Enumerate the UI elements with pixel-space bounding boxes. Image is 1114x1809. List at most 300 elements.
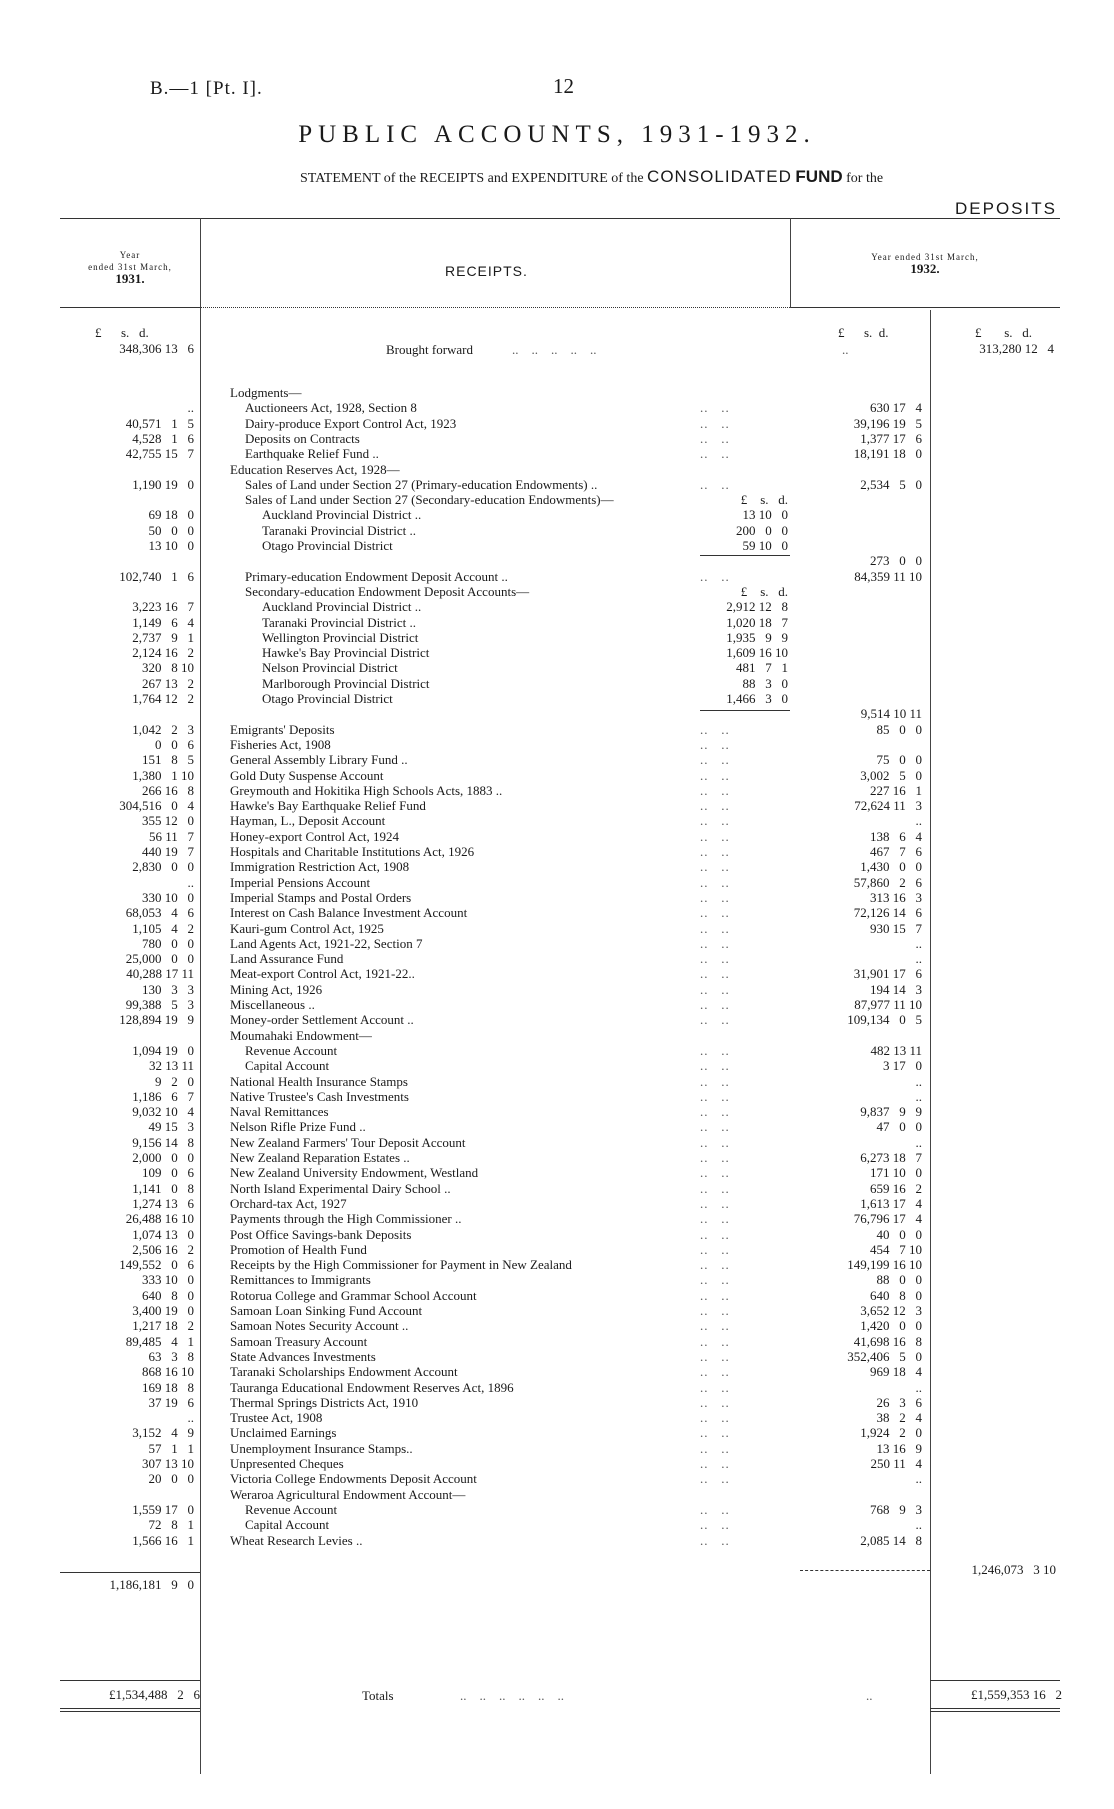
table-row xyxy=(0,645,1114,660)
table-row xyxy=(0,1517,1114,1532)
leader-dots: .. .. xyxy=(700,874,730,890)
receipt-label: Trustee Act, 1908 xyxy=(230,1410,323,1426)
curr-year-amount: 313 16 3 xyxy=(870,889,922,905)
receipt-label: Wheat Research Levies .. xyxy=(230,1532,363,1548)
curr-year-amount: .. xyxy=(915,935,922,951)
table-row xyxy=(0,1058,1114,1073)
totals-top-rule-right xyxy=(930,1680,1060,1681)
prev-year-amount: 151 8 5 xyxy=(142,752,194,768)
curr-year-amount: .. xyxy=(915,813,922,829)
leader-dots: .. .. xyxy=(700,1425,730,1441)
prev-year-amount: 1,764 12 2 xyxy=(132,691,194,706)
prev-year-amount: 1,149 6 4 xyxy=(132,614,194,630)
leader-dots: .. .. xyxy=(700,1333,730,1349)
receipt-label: Sales of Land under Section 27 (Primary-education Endowments) .. xyxy=(245,476,598,492)
curr-year-amount: 227 16 1 xyxy=(870,782,922,798)
receipt-label: Auckland Provincial District .. xyxy=(262,507,422,523)
table-row xyxy=(0,722,1114,737)
prev-year-amount: 149,552 0 6 xyxy=(119,1257,194,1273)
receipt-label: Auckland Provincial District .. xyxy=(262,599,422,615)
prev-year-amount: 266 16 8 xyxy=(142,782,194,798)
curr-year-heading-line1: Year ended 31st March, xyxy=(871,252,979,262)
prev-subtotal: 1,186,181 9 0 xyxy=(109,1577,194,1592)
receipt-label: Capital Account xyxy=(245,1517,330,1533)
receipt-label: Payments through the High Commissioner .. xyxy=(230,1211,462,1227)
leader-dots: .. .. xyxy=(700,1134,730,1150)
prev-year-amount: 4,528 1 6 xyxy=(132,430,194,446)
prev-year-amount: 355 12 0 xyxy=(142,813,194,829)
receipt-label: Emigrants' Deposits xyxy=(230,721,335,737)
table-row xyxy=(0,1288,1114,1303)
sub-amount: £ s. d. xyxy=(740,492,788,508)
leader-dots: .. .. xyxy=(700,721,730,737)
leader-dots: .. .. xyxy=(700,798,730,814)
prev-year-amount: 1,559 17 0 xyxy=(132,1501,194,1517)
prev-col-units: £ s. d. xyxy=(95,325,149,340)
leader-dots: .. .. xyxy=(700,767,730,783)
table-row xyxy=(0,1150,1114,1165)
receipt-label: General Assembly Library Fund .. xyxy=(230,752,408,768)
prev-year-amount: 42,755 15 7 xyxy=(125,446,194,462)
leader-dots: .. .. xyxy=(700,1104,730,1120)
receipt-label: Gold Duty Suspense Account xyxy=(230,767,384,783)
leader-dots: .. .. xyxy=(700,828,730,844)
prev-year-amount: 1,380 1 10 xyxy=(132,767,194,783)
leader-dots: .. .. xyxy=(700,1150,730,1165)
page-title: PUBLIC ACCOUNTS, 1931-1932. xyxy=(298,121,816,148)
receipt-label: Fisheries Act, 1908 xyxy=(230,736,331,752)
prev-year-amount: 9,156 14 8 xyxy=(132,1134,194,1150)
receipt-label: Immigration Restriction Act, 1908 xyxy=(230,859,410,875)
table-row xyxy=(0,1487,1114,1502)
table-row xyxy=(0,538,1114,553)
receipt-label: Taranaki Provincial District .. xyxy=(262,522,416,538)
curr-year-amount: 2,085 14 8 xyxy=(860,1532,922,1548)
prev-year-amount: 3,223 16 7 xyxy=(132,599,194,615)
receipt-label: Promotion of Health Fund xyxy=(230,1241,367,1257)
receipt-label: Samoan Loan Sinking Fund Account xyxy=(230,1303,423,1318)
prev-year-amount: 0 0 6 xyxy=(155,736,194,752)
curr-year-amount: 194 14 3 xyxy=(870,981,922,997)
prev-year-amount: 320 8 10 xyxy=(142,660,194,676)
prev-year-amount: 868 16 10 xyxy=(142,1364,194,1380)
totals-bottom-rule-left-2 xyxy=(60,1711,200,1712)
prev-year-amount: 1,190 19 0 xyxy=(132,476,194,492)
receipt-label: Unclaimed Earnings xyxy=(230,1425,337,1441)
curr-year-amount: 149,199 16 10 xyxy=(847,1257,922,1273)
receipt-label: Thermal Springs Districts Act, 1910 xyxy=(230,1394,419,1410)
leader-dots: .. .. xyxy=(700,1180,730,1196)
curr-year-label: 1932. xyxy=(910,261,940,276)
table-row xyxy=(0,1242,1114,1257)
leader-dots: .. .. xyxy=(700,1410,730,1426)
leader-dots: .. .. xyxy=(700,1517,730,1533)
leader-dots: .. .. xyxy=(700,476,730,492)
leader-dots: .. .. xyxy=(700,1257,730,1273)
leader-dots: .. .. xyxy=(700,997,730,1012)
table-row xyxy=(0,1456,1114,1471)
leader-dots: .. .. xyxy=(700,400,730,416)
table-row xyxy=(0,385,1114,400)
brought-forward-curr-dots: .. xyxy=(842,342,849,357)
curr-year-amount: 171 10 0 xyxy=(870,1165,922,1181)
table-row xyxy=(0,1272,1114,1287)
leader-dots: .. .. xyxy=(700,1348,730,1364)
table-row xyxy=(0,630,1114,645)
prev-year-amount: 1,074 13 0 xyxy=(132,1226,194,1242)
leader-dots: .. .. xyxy=(700,1088,730,1104)
receipt-label: Deposits on Contracts xyxy=(245,430,360,446)
curr-year-amount: 26 3 6 xyxy=(876,1394,922,1410)
subtitle-for-the: for the xyxy=(846,171,884,186)
receipt-label: Taranaki Provincial District .. xyxy=(262,614,416,630)
table-row xyxy=(0,1227,1114,1242)
prev-year-amount: 130 3 3 xyxy=(142,981,194,997)
prev-year-amount: 2,000 0 0 xyxy=(132,1150,194,1165)
receipt-label: Hawke's Bay Provincial District xyxy=(262,645,430,661)
sub-amount: 13 10 0 xyxy=(742,507,788,523)
leader-dots: .. .. xyxy=(700,568,730,584)
table-row xyxy=(0,615,1114,630)
leader-dots: .. .. xyxy=(700,1303,730,1318)
leader-dots: .. .. xyxy=(700,1394,730,1410)
sub-amount: 2,912 12 8 xyxy=(726,599,788,615)
leader-dots: .. .. xyxy=(700,1456,730,1471)
prev-year-amount: 128,894 19 9 xyxy=(119,1012,194,1028)
leader-dots: .. .. xyxy=(700,1073,730,1089)
curr-year-amount: 768 9 3 xyxy=(870,1501,922,1517)
table-row xyxy=(0,416,1114,431)
table-row xyxy=(0,997,1114,1012)
leader-dots: .. .. xyxy=(700,935,730,951)
table-row xyxy=(0,829,1114,844)
receipt-label: Naval Remittances xyxy=(230,1104,329,1120)
receipt-label: Hayman, L., Deposit Account xyxy=(230,813,386,829)
table-row xyxy=(0,1119,1114,1134)
leader-dots: .. .. xyxy=(700,1501,730,1517)
receipt-label: Earthquake Relief Fund .. xyxy=(245,446,379,462)
prev-year-amount: 102,740 1 6 xyxy=(119,568,194,584)
receipt-label: Kauri-gum Control Act, 1925 xyxy=(230,920,384,936)
leader-dots: .. .. xyxy=(700,430,730,446)
curr-year-amount: 38 2 4 xyxy=(876,1410,922,1426)
curr-year-amount: 1,430 0 0 xyxy=(860,859,922,875)
table-row xyxy=(0,1257,1114,1272)
prev-year-amount: 89,485 4 1 xyxy=(125,1333,194,1349)
statement-subtitle xyxy=(300,167,883,187)
table-row xyxy=(0,1410,1114,1425)
receipt-label: North Island Experimental Dairy School .. xyxy=(230,1180,451,1196)
curr-year-amount: 57,860 2 6 xyxy=(853,874,922,890)
prev-year-amount: 780 0 0 xyxy=(142,935,194,951)
prev-year-amount: 3,400 19 0 xyxy=(132,1303,194,1318)
prev-year-amount: .. xyxy=(187,400,194,416)
sub-amount: 1,466 3 0 xyxy=(726,691,788,706)
curr-year-amount: 85 0 0 xyxy=(876,721,922,737)
curr-year-amount: 9,514 10 11 xyxy=(860,706,922,722)
prev-year-amount: 304,516 0 4 xyxy=(119,798,194,814)
table-row xyxy=(0,982,1114,997)
sub-amount: 481 7 1 xyxy=(736,660,788,676)
receipt-label: Auctioneers Act, 1928, Section 8 xyxy=(245,400,417,416)
table-row xyxy=(0,584,1114,599)
prev-subtotal-rule xyxy=(60,1572,200,1573)
curr-year-heading xyxy=(790,251,1060,276)
prev-year-amount: 267 13 2 xyxy=(142,675,194,691)
table-row xyxy=(0,1104,1114,1119)
leader-dots: .. .. xyxy=(700,1119,730,1135)
curr-year-amount: 467 7 6 xyxy=(870,844,922,859)
receipt-label: Native Trustee's Cash Investments xyxy=(230,1088,409,1104)
leader-dots: .. .. xyxy=(700,1532,730,1548)
receipt-label: Wellington Provincial District xyxy=(262,629,419,645)
receipt-label: Imperial Stamps and Postal Orders xyxy=(230,889,412,905)
receipt-label: Orchard-tax Act, 1927 xyxy=(230,1195,347,1211)
prev-year-amount: 69 18 0 xyxy=(148,507,194,523)
receipt-label: Greymouth and Hokitika High Schools Acts, 1883 .. xyxy=(230,782,503,798)
table-row xyxy=(0,905,1114,920)
leader-dots: .. .. xyxy=(700,981,730,997)
total-col-units: £ s. d. xyxy=(975,325,1033,340)
receipt-label: Nelson Provincial District xyxy=(262,660,398,676)
prev-year-amount: 330 10 0 xyxy=(142,889,194,905)
totals-top-rule-left xyxy=(60,1680,200,1681)
curr-year-amount: 31,901 17 6 xyxy=(853,966,922,982)
receipt-label: Education Reserves Act, 1928— xyxy=(230,461,400,477)
curr-year-amount: .. xyxy=(915,1517,922,1533)
receipt-label: Revenue Account xyxy=(245,1501,338,1517)
leader-dots: .. .. xyxy=(700,966,730,982)
prev-year-amount: 9,032 10 4 xyxy=(132,1104,194,1120)
prev-year-amount: 3,152 4 9 xyxy=(132,1425,194,1441)
curr-year-amount: 13 16 9 xyxy=(876,1440,922,1456)
receipt-label: Victoria College Endowments Deposit Account xyxy=(230,1471,477,1487)
prev-year-heading-line2: ended 31st March, xyxy=(88,262,172,272)
leader-dots: .. .. xyxy=(700,813,730,829)
sub-amount: 59 10 0 xyxy=(742,538,788,553)
receipt-label: Remittances to Immigrants xyxy=(230,1272,371,1288)
leader-dots: .. .. xyxy=(700,1241,730,1257)
brought-forward-dots: .. .. .. .. .. xyxy=(512,342,597,357)
curr-year-amount: 72,624 11 3 xyxy=(854,798,922,814)
prev-year-amount: 13 10 0 xyxy=(148,538,194,553)
curr-year-amount: 3,002 5 0 xyxy=(860,767,922,783)
table-row xyxy=(0,477,1114,492)
curr-year-amount: .. xyxy=(915,1134,922,1150)
receipt-label: Capital Account xyxy=(245,1058,330,1074)
receipt-label: Lodgments— xyxy=(230,385,302,400)
curr-year-amount: .. xyxy=(915,951,922,967)
curr-year-amount: 1,377 17 6 xyxy=(860,430,922,446)
table-row xyxy=(0,813,1114,828)
document-reference: B.—1 [Pt. I]. xyxy=(150,78,263,99)
leader-dots: .. .. xyxy=(700,951,730,967)
prev-year-amount: 1,274 13 6 xyxy=(132,1195,194,1211)
prev-year-amount: 32 13 11 xyxy=(148,1058,194,1074)
receipt-label: Money-order Settlement Account .. xyxy=(230,1012,414,1028)
totals-prev: £1,534,488 2 6 xyxy=(109,1687,200,1702)
receipt-label: Secondary-education Endowment Deposit Accounts— xyxy=(245,583,530,599)
curr-year-amount: 3,652 12 3 xyxy=(860,1303,922,1318)
receipt-label: Revenue Account xyxy=(245,1042,338,1058)
sub-amount: 1,609 16 10 xyxy=(726,645,788,661)
prev-year-amount: 1,042 2 3 xyxy=(132,721,194,737)
receipt-label: Unpresented Cheques xyxy=(230,1456,344,1471)
table-row xyxy=(0,1425,1114,1440)
table-row xyxy=(0,1181,1114,1196)
receipt-label: National Health Insurance Stamps xyxy=(230,1073,408,1089)
receipt-label: Otago Provincial District xyxy=(262,691,393,706)
receipt-label: New Zealand University Endowment, Westland xyxy=(230,1165,479,1181)
leader-dots: .. .. xyxy=(700,889,730,905)
table-row xyxy=(0,691,1114,706)
curr-year-amount: 9,837 9 9 xyxy=(860,1104,922,1120)
receipt-label: Meat-export Control Act, 1921-22.. xyxy=(230,966,415,982)
sub-list-rule-2 xyxy=(700,710,790,711)
prev-year-amount: 2,737 9 1 xyxy=(132,629,194,645)
curr-year-amount: 87,977 11 10 xyxy=(854,997,922,1012)
receipt-label: Moumahaki Endowment— xyxy=(230,1027,372,1043)
receipt-label: Tauranga Educational Endowment Reserves Act, 1896 xyxy=(230,1379,514,1395)
prev-year-amount: 2,506 16 2 xyxy=(132,1241,194,1257)
curr-year-amount: 40 0 0 xyxy=(876,1226,922,1242)
curr-year-amount: 3 17 0 xyxy=(883,1058,922,1074)
leader-dots: .. .. xyxy=(700,1364,730,1380)
leader-dots: .. .. xyxy=(700,1471,730,1487)
prev-year-amount: 20 0 0 xyxy=(148,1471,194,1487)
subtitle-consolidated: CONSOLIDATED xyxy=(647,167,792,186)
receipt-label: Nelson Rifle Prize Fund .. xyxy=(230,1119,366,1135)
curr-year-amount: 41,698 16 8 xyxy=(853,1333,922,1349)
brought-forward-label: Brought forward xyxy=(386,342,474,357)
prev-year-amount: 49 15 3 xyxy=(148,1119,194,1135)
curr-year-amount: 39,196 19 5 xyxy=(853,415,922,431)
receipt-label: Rotorua College and Grammar School Account xyxy=(230,1287,477,1303)
table-row xyxy=(0,706,1114,721)
receipt-label: Samoan Treasury Account xyxy=(230,1333,368,1349)
leader-dots: .. .. xyxy=(700,1379,730,1395)
table-row xyxy=(0,507,1114,522)
prev-year-heading xyxy=(60,249,200,286)
prev-year-amount: 63 3 8 xyxy=(148,1348,194,1364)
leader-dots: .. .. xyxy=(700,1042,730,1058)
table-row xyxy=(0,446,1114,461)
receipt-label: Marlborough Provincial District xyxy=(262,675,430,691)
curr-col-head-rule xyxy=(790,307,1060,308)
leader-dots: .. .. xyxy=(700,1012,730,1028)
prev-year-amount: 2,830 0 0 xyxy=(132,859,194,875)
table-row xyxy=(0,1533,1114,1548)
curr-subtotal-rule xyxy=(800,1570,930,1571)
curr-year-amount: .. xyxy=(915,1088,922,1104)
totals-bottom-rule-right-2 xyxy=(930,1711,1060,1712)
curr-year-amount: 47 0 0 xyxy=(876,1119,922,1135)
prev-year-amount: 26,488 16 10 xyxy=(125,1211,194,1227)
table-row xyxy=(0,936,1114,951)
subtitle-fund: FUND xyxy=(795,167,843,186)
leader-dots: .. .. xyxy=(700,782,730,798)
curr-year-amount: 930 15 7 xyxy=(870,920,922,936)
curr-year-amount: 1,924 2 0 xyxy=(860,1425,922,1441)
curr-year-amount: 1,613 17 4 xyxy=(860,1195,922,1211)
prev-year-amount: 440 19 7 xyxy=(142,844,194,859)
prev-year-amount: 99,388 5 3 xyxy=(125,997,194,1012)
prev-year-amount: 68,053 4 6 xyxy=(125,905,194,921)
curr-year-amount: 75 0 0 xyxy=(876,752,922,768)
curr-year-amount: 630 17 4 xyxy=(870,400,922,416)
leader-dots: .. .. xyxy=(700,1058,730,1074)
sub-amount: £ s. d. xyxy=(740,583,788,599)
curr-year-amount: 640 8 0 xyxy=(870,1287,922,1303)
receipt-label: Honey-export Control Act, 1924 xyxy=(230,828,399,844)
prev-year-amount: 40,288 17 11 xyxy=(126,966,194,982)
curr-col-units: £ s. d. xyxy=(838,325,889,340)
prev-year-amount: 37 19 6 xyxy=(148,1394,194,1410)
receipts-head-rule xyxy=(200,307,790,308)
receipt-label: Unemployment Insurance Stamps.. xyxy=(230,1440,413,1456)
curr-year-amount: 969 18 4 xyxy=(870,1364,922,1380)
table-row xyxy=(0,1318,1114,1333)
table-row xyxy=(0,1349,1114,1364)
table-row xyxy=(0,599,1114,614)
table-row xyxy=(0,1012,1114,1027)
table-row xyxy=(0,737,1114,752)
leader-dots: .. .. xyxy=(700,1226,730,1242)
totals-curr-dots: .. xyxy=(866,1688,873,1703)
table-row xyxy=(0,783,1114,798)
receipt-label: Sales of Land under Section 27 (Secondary-education Endowments)— xyxy=(245,492,614,508)
prev-year-amount: 307 13 10 xyxy=(142,1456,194,1471)
table-row xyxy=(0,492,1114,507)
curr-year-amount: 18,191 18 0 xyxy=(853,446,922,462)
prev-year-amount: .. xyxy=(187,1410,194,1426)
totals-bottom-rule-left xyxy=(60,1708,200,1709)
sub-amount: 1,020 18 7 xyxy=(726,614,788,630)
totals-label: Totals xyxy=(362,1688,394,1703)
totals-curr: £1,559,353 16 2 xyxy=(971,1687,1062,1702)
receipt-label: Mining Act, 1926 xyxy=(230,981,323,997)
prev-year-amount: 57 1 1 xyxy=(148,1440,194,1456)
table-row xyxy=(0,1211,1114,1226)
leader-dots: .. .. xyxy=(700,859,730,875)
table-row xyxy=(0,1303,1114,1318)
prev-year-amount: 1,141 0 8 xyxy=(132,1180,194,1196)
curr-year-amount: 1,420 0 0 xyxy=(860,1318,922,1334)
receipt-label: Dairy-produce Export Control Act, 1923 xyxy=(245,415,457,431)
receipt-label: Land Agents Act, 1921-22, Section 7 xyxy=(230,935,423,951)
sub-list-rule-1 xyxy=(700,555,790,556)
table-row xyxy=(0,400,1114,415)
table-row xyxy=(0,875,1114,890)
prev-col-head-rule xyxy=(60,307,200,308)
receipt-label: New Zealand Farmers' Tour Deposit Account xyxy=(230,1134,466,1150)
table-row xyxy=(0,768,1114,783)
receipt-label: Imperial Pensions Account xyxy=(230,874,371,890)
leader-dots: .. .. xyxy=(700,1211,730,1227)
curr-year-amount: 659 16 2 xyxy=(870,1180,922,1196)
leader-dots: .. .. xyxy=(700,1318,730,1334)
prev-year-amount: 9 2 0 xyxy=(155,1073,194,1089)
receipt-label: Primary-education Endowment Deposit Account .. xyxy=(245,568,508,584)
curr-year-amount: 109,134 0 5 xyxy=(847,1012,922,1028)
curr-year-amount: 482 13 11 xyxy=(870,1042,922,1058)
table-row xyxy=(0,1380,1114,1395)
table-row xyxy=(0,1135,1114,1150)
prev-year-heading-line1: Year xyxy=(119,250,141,260)
leader-dots: .. .. xyxy=(700,920,730,936)
leader-dots: .. .. xyxy=(700,1195,730,1211)
table-row xyxy=(0,660,1114,675)
